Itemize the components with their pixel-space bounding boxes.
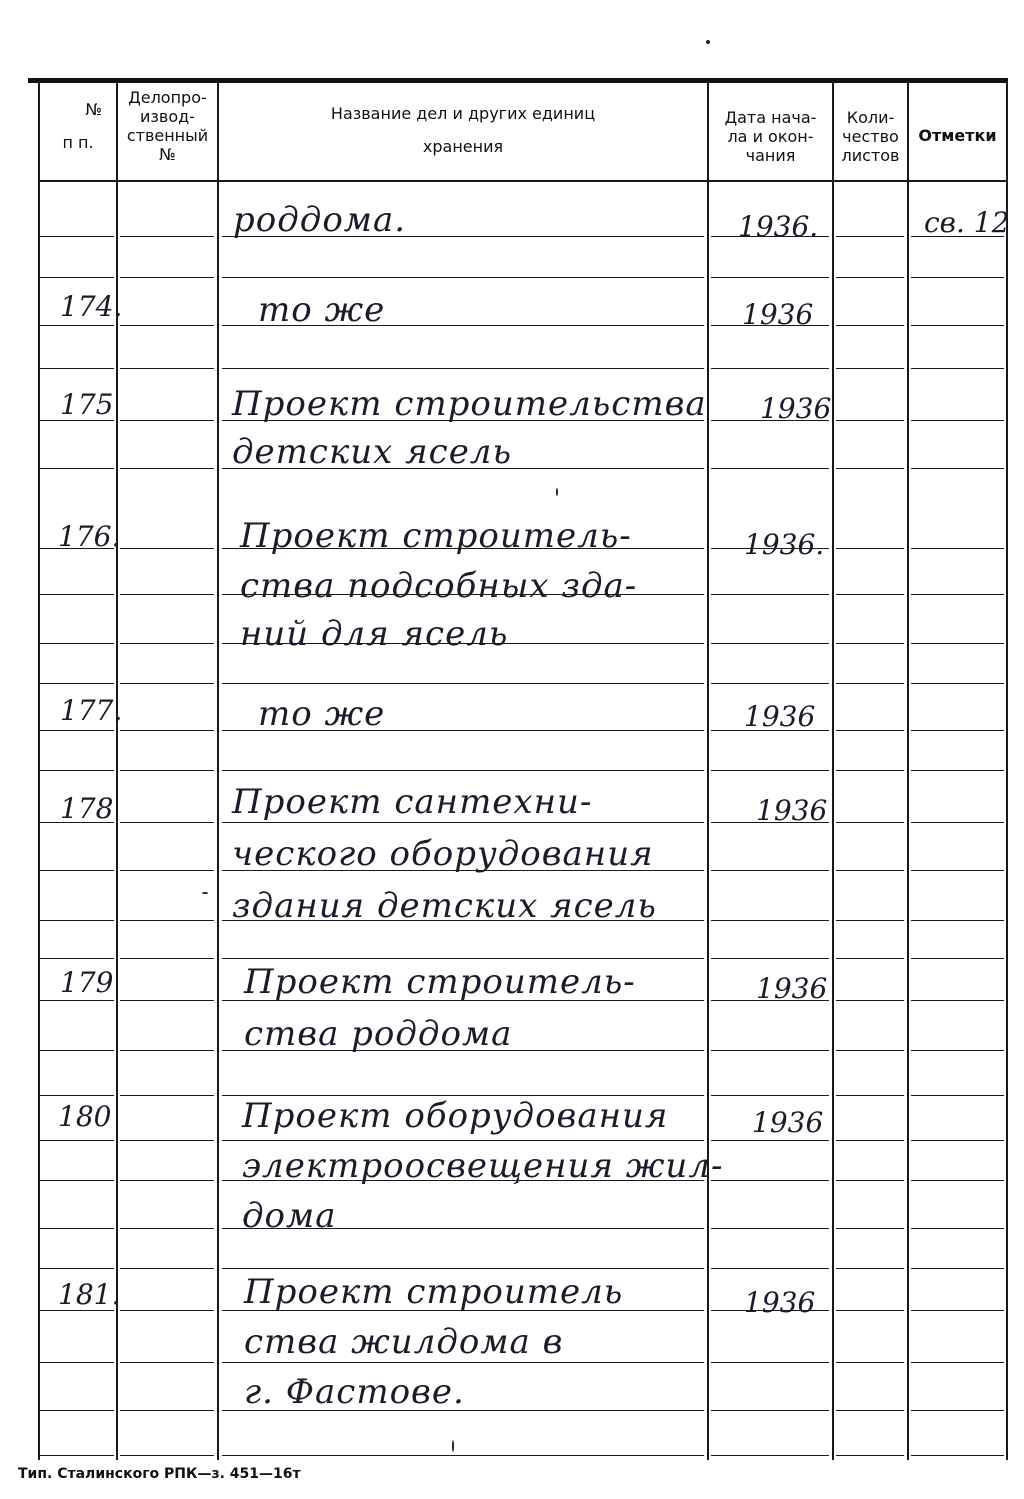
ruled-line [120, 368, 214, 369]
header-office-line: № [159, 145, 176, 164]
ruled-line [120, 1410, 214, 1411]
entry-title-line: г. Фастове. [244, 1372, 465, 1412]
entry-year: 1936 [744, 700, 816, 733]
ruled-line [40, 1140, 114, 1141]
ruled-line [40, 468, 114, 469]
ruled-line [40, 1362, 114, 1363]
entry-title-line: то же [258, 694, 386, 734]
ruled-line [222, 822, 704, 823]
ruled-line [711, 368, 829, 369]
entry-number: 177. [60, 694, 123, 727]
ruled-line [40, 1095, 114, 1096]
ruled-line [120, 683, 214, 684]
ruled-line [40, 643, 114, 644]
ruled-line [120, 548, 214, 549]
ruled-line [836, 1362, 904, 1363]
ruled-line [911, 770, 1004, 771]
column-rule [1006, 83, 1008, 1460]
ruled-line [120, 643, 214, 644]
entry-title-line: Проект строительства [232, 384, 707, 424]
header-title-line: Название дел и других единиц [330, 104, 596, 123]
ruled-line [911, 1410, 1004, 1411]
ruled-line [911, 683, 1004, 684]
ruled-line [836, 1000, 904, 1001]
ruled-line [711, 1050, 829, 1051]
ruled-line [40, 1050, 114, 1051]
ruled-line [836, 1180, 904, 1181]
ruled-line [836, 1095, 904, 1096]
ruled-line [40, 958, 114, 959]
ruled-line [836, 1268, 904, 1269]
ruled-line [222, 1455, 704, 1456]
entry-title-line: Проект сантехни- [232, 782, 593, 822]
ruled-line [222, 1268, 704, 1269]
ruled-line [711, 1180, 829, 1181]
ruled-line [911, 730, 1004, 731]
ruled-line [911, 1180, 1004, 1181]
entry-year: 1936 [756, 794, 828, 827]
ruled-line [911, 368, 1004, 369]
entry-title-line: ческого оборудования [232, 834, 654, 874]
entry-number: 181. [58, 1278, 121, 1311]
ruled-line [120, 1362, 214, 1363]
header-dates-line: Дата нача- [724, 108, 817, 127]
header-count-line: Коли- [846, 108, 895, 127]
ruled-line [40, 1000, 114, 1001]
ruled-line [120, 1455, 214, 1456]
header-rule [38, 180, 1008, 182]
entry-year: 1936 [744, 1286, 816, 1319]
ruled-line [911, 468, 1004, 469]
entry-number: 175 [60, 388, 114, 421]
ruled-line [911, 870, 1004, 871]
entry-year: 1936 [760, 392, 832, 425]
entry-title-line: электроосвещения жил- [242, 1146, 724, 1186]
ruled-line [911, 1000, 1004, 1001]
column-rule [38, 83, 40, 1460]
ruled-line [120, 958, 214, 959]
entry-number: 178 [60, 792, 114, 825]
ruled-line [836, 548, 904, 549]
ruled-line [40, 870, 114, 871]
entry-title-line: то же [258, 290, 386, 330]
ruled-line [836, 1310, 904, 1311]
entry-title-line: Проект оборудования [242, 1096, 669, 1136]
header-title-line: хранения [422, 137, 504, 156]
ruled-line [911, 325, 1004, 326]
entry-number: 179 [60, 966, 114, 999]
header-notes-label: Отметки [918, 126, 997, 145]
ruled-line [911, 277, 1004, 278]
ruled-line [911, 643, 1004, 644]
ruled-line [120, 730, 214, 731]
column-rule [707, 83, 709, 1460]
table-top-border [28, 78, 1008, 83]
entry-year: 1936. [744, 528, 825, 561]
ruled-line [836, 683, 904, 684]
ruled-line [836, 770, 904, 771]
ruled-line [711, 1268, 829, 1269]
ruled-line [836, 822, 904, 823]
ruled-line [222, 770, 704, 771]
entry-title-line: Проект строитель- [240, 516, 632, 556]
ruled-line [120, 770, 214, 771]
ruled-line [836, 236, 904, 237]
header-col-number [40, 100, 116, 152]
ruled-line [711, 594, 829, 595]
ruled-line [836, 594, 904, 595]
ruled-line [40, 730, 114, 731]
entry-year: 1936 [742, 298, 814, 331]
ruled-line [40, 277, 114, 278]
header-col-title [219, 104, 707, 156]
printer-imprint: Тип. Сталинского РПК—з. 451—16т [18, 1466, 301, 1482]
ruled-line [836, 277, 904, 278]
entry-title-line: Проект строитель [244, 1272, 624, 1312]
ruled-line [911, 920, 1004, 921]
entry-number: 180 [58, 1100, 112, 1133]
scan-speck [556, 488, 558, 496]
header-office-line: извод- [140, 107, 195, 126]
ruled-line [222, 277, 704, 278]
ruled-line [120, 1268, 214, 1269]
entry-year: 1936 [756, 972, 828, 1005]
ruled-line [40, 368, 114, 369]
ruled-line [836, 420, 904, 421]
header-count-line: листов [841, 146, 900, 165]
ruled-line [711, 958, 829, 959]
ruled-line [711, 1455, 829, 1456]
ruled-line [836, 958, 904, 959]
ruled-line [911, 958, 1004, 959]
entry-number: 174. [60, 290, 123, 323]
entry-number: 176. [58, 520, 121, 553]
ruled-line [40, 920, 114, 921]
ruled-line [120, 420, 214, 421]
ruled-line [836, 368, 904, 369]
entry-year: 1936. [738, 210, 819, 243]
ruled-line [120, 1228, 214, 1229]
ruled-line [911, 1228, 1004, 1229]
ruled-line [836, 1410, 904, 1411]
ruled-line [40, 683, 114, 684]
ruled-line [911, 1455, 1004, 1456]
header-col-sheet-count [834, 108, 907, 165]
header-office-line: Делопро- [128, 88, 207, 107]
ruled-line [711, 1362, 829, 1363]
ruled-line [836, 468, 904, 469]
ruled-line [120, 468, 214, 469]
ruled-line [911, 822, 1004, 823]
ruled-line [711, 277, 829, 278]
ruled-line [711, 643, 829, 644]
ruled-line [836, 643, 904, 644]
ruled-line [40, 770, 114, 771]
ruled-line [40, 1180, 114, 1181]
ruled-line [120, 1000, 214, 1001]
ruled-line [836, 870, 904, 871]
ruled-line [40, 1455, 114, 1456]
ruled-line [120, 277, 214, 278]
ruled-line [711, 1410, 829, 1411]
ruled-line [911, 548, 1004, 549]
column-rule [907, 83, 909, 1460]
ruled-line [40, 1268, 114, 1269]
entry-title-line: ства жилдома в [244, 1322, 564, 1362]
header-dates-line: ла и окон- [727, 127, 814, 146]
scan-speck [706, 40, 710, 44]
ruled-line [120, 920, 214, 921]
ruled-line [120, 1140, 214, 1141]
header-count-line: чество [842, 127, 899, 146]
ruled-line [836, 730, 904, 731]
column-rule [832, 83, 834, 1460]
ruled-line [911, 1050, 1004, 1051]
column-rule [217, 83, 219, 1460]
ruled-line [711, 870, 829, 871]
ruled-line [711, 1140, 829, 1141]
ruled-line [911, 1095, 1004, 1096]
ruled-line [911, 1310, 1004, 1311]
entry-title-line: ства подсобных зда- [240, 566, 638, 606]
scan-speck [202, 892, 208, 894]
ruled-line [120, 870, 214, 871]
ruled-line [120, 236, 214, 237]
ruled-line [120, 822, 214, 823]
ruled-line [911, 1362, 1004, 1363]
ruled-line [911, 1140, 1004, 1141]
ruled-line [836, 1140, 904, 1141]
ruled-line [222, 1140, 704, 1141]
ruled-line [222, 368, 704, 369]
ruled-line [711, 468, 829, 469]
ruled-line [40, 1410, 114, 1411]
header-col-notes [909, 126, 1006, 145]
ruled-line [40, 1228, 114, 1229]
header-col-dates [709, 108, 832, 165]
ruled-line [711, 683, 829, 684]
ruled-line [836, 920, 904, 921]
ruled-line [120, 1180, 214, 1181]
entry-title-line: Проект строитель- [244, 962, 636, 1002]
ruled-line [120, 1050, 214, 1051]
ruled-line [711, 770, 829, 771]
entry-title-line: детских ясель [232, 432, 512, 472]
header-col-office-number [118, 88, 217, 164]
ruled-line [222, 683, 704, 684]
header-dates-line: чания [745, 146, 796, 165]
entry-note: св. 12 [924, 206, 1010, 239]
ruled-line [711, 1228, 829, 1229]
header-number-sign: № [85, 100, 102, 119]
ruled-line [711, 920, 829, 921]
ruled-line [911, 1268, 1004, 1269]
ruled-line [911, 594, 1004, 595]
ruled-line [222, 958, 704, 959]
entry-title-line: здания детских ясель [232, 886, 657, 926]
entry-title-line: ний для ясель [240, 614, 509, 654]
ruled-line [836, 1050, 904, 1051]
ruled-line [120, 1095, 214, 1096]
entry-year: 1936 [752, 1106, 824, 1139]
header-number-pp: п п. [62, 133, 94, 152]
ruled-line [40, 594, 114, 595]
scan-speck [452, 1440, 454, 1452]
header-office-line: ственный [126, 126, 209, 145]
ruled-line [911, 420, 1004, 421]
ruled-line [836, 1455, 904, 1456]
entry-title-line: ства роддома [244, 1014, 513, 1054]
ruled-line [120, 325, 214, 326]
ruled-line [222, 1362, 704, 1363]
ruled-line [836, 325, 904, 326]
ruled-line [120, 1310, 214, 1311]
ruled-line [711, 1095, 829, 1096]
entry-title-line: дома [242, 1196, 337, 1236]
ruled-line [40, 236, 114, 237]
ruled-line [120, 594, 214, 595]
ruled-line [836, 1228, 904, 1229]
ruled-line [40, 325, 114, 326]
entry-title-line: роддома. [233, 200, 407, 240]
